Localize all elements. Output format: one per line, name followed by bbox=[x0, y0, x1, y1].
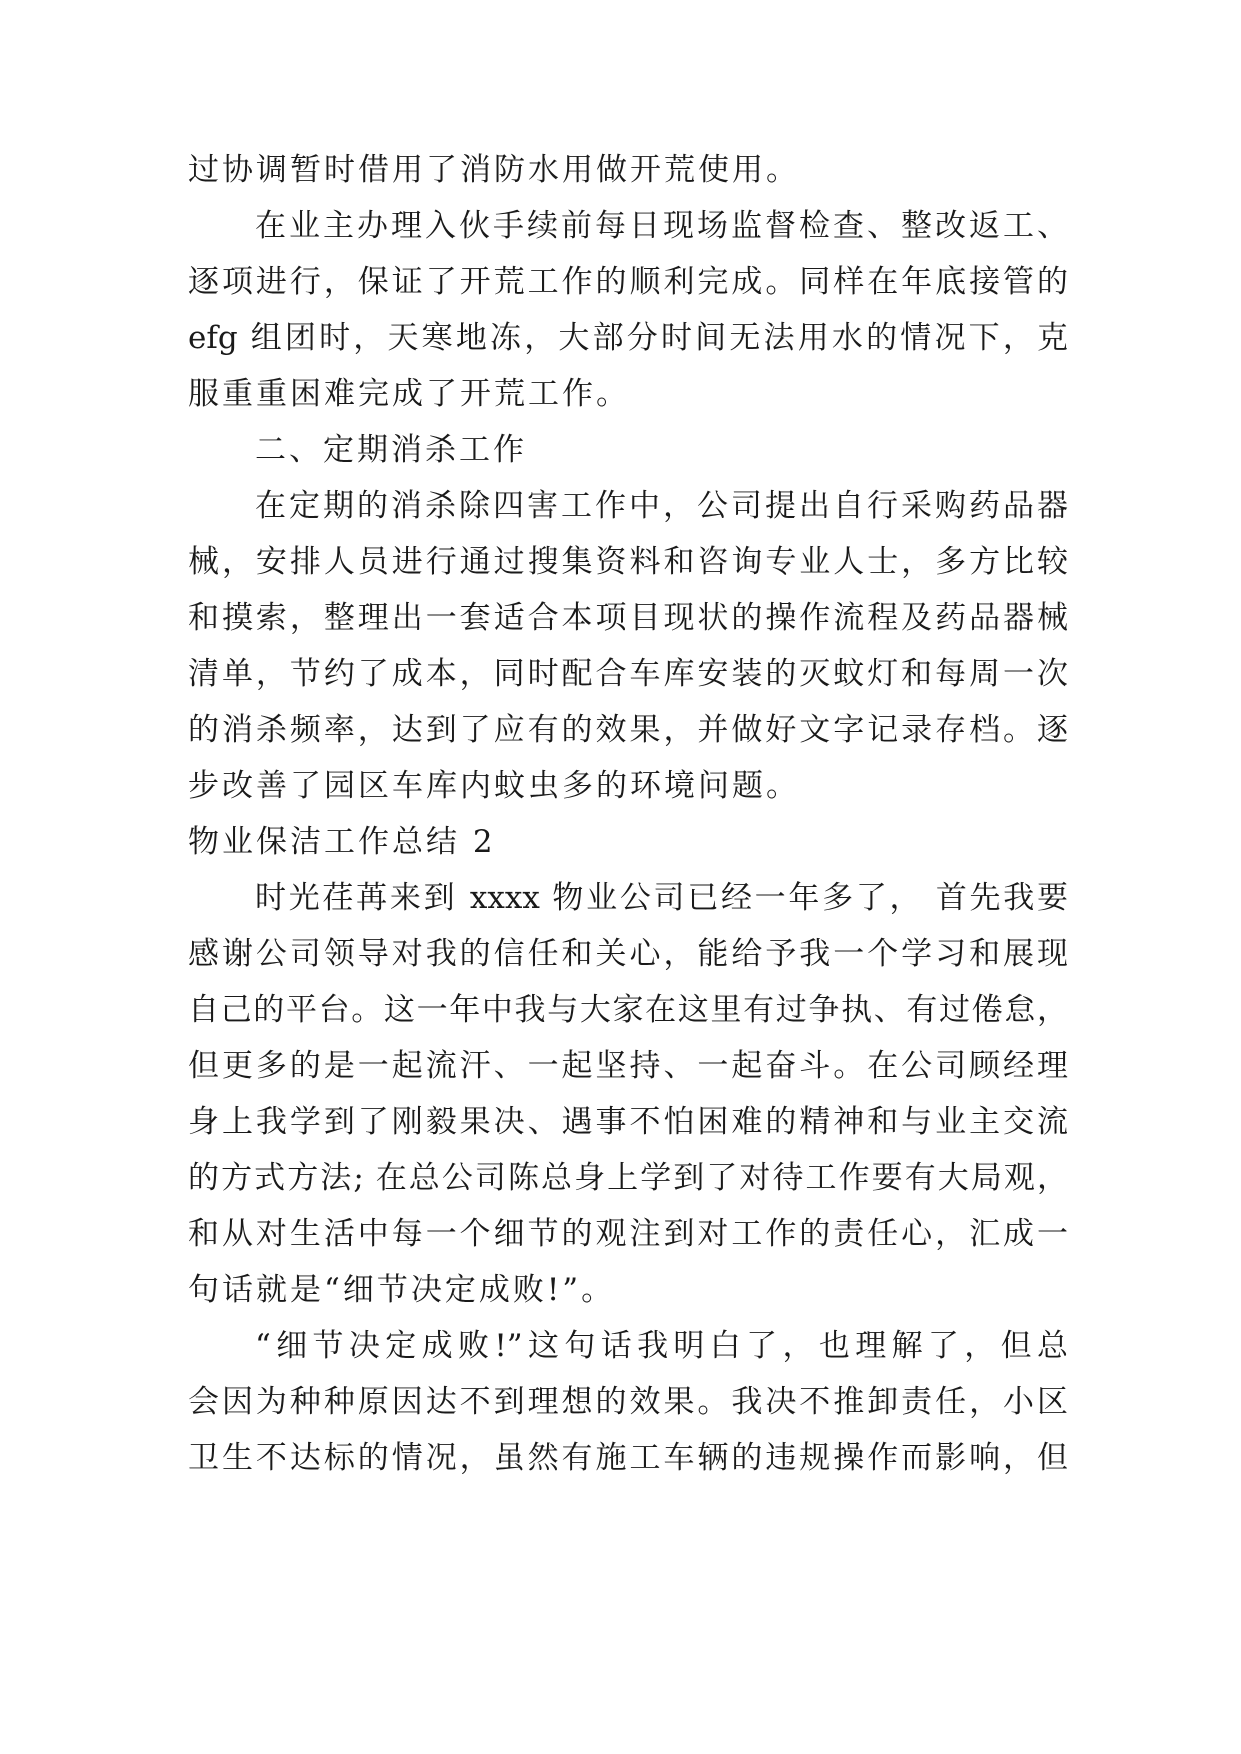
paragraph-line: 但更多的是一起流汗、一起坚持、一起奋斗。在公司顾经理 bbox=[188, 1048, 1068, 1084]
paragraph-line: 在业主办理入伙手续前每日现场监督检查、整改返工、 bbox=[255, 208, 1068, 244]
paragraph-line: “细节决定成败!”这句话我明白了，也理解了，但总 bbox=[255, 1328, 1068, 1364]
paragraph-line: 句话就是“细节决定成败!”。 bbox=[188, 1272, 616, 1308]
section-heading: 二、定期消杀工作 bbox=[255, 432, 527, 468]
paragraph-line: 械，安排人员进行通过搜集资料和咨询专业人士，多方比较 bbox=[188, 544, 1068, 580]
paragraph-line: 过协调暂时借用了消防水用做开荒使用。 bbox=[188, 152, 800, 188]
paragraph-line: 时光荏苒来到 xxxx 物业公司已经一年多了， 首先我要 bbox=[255, 880, 1068, 916]
paragraph-line: 的方式方法; 在总公司陈总身上学到了对待工作要有大局观， bbox=[188, 1160, 1068, 1196]
document-title: 物业保洁工作总结 2 bbox=[188, 824, 496, 860]
paragraph-line: 卫生不达标的情况，虽然有施工车辆的违规操作而影响，但 bbox=[188, 1440, 1068, 1476]
paragraph-line: 逐项进行，保证了开荒工作的顺利完成。同样在年底接管的 bbox=[188, 264, 1068, 300]
paragraph-line: 身上我学到了刚毅果决、遇事不怕困难的精神和与业主交流 bbox=[188, 1104, 1068, 1140]
paragraph-line: 清单，节约了成本，同时配合车库安装的灭蚊灯和每周一次 bbox=[188, 656, 1068, 692]
paragraph-line: 服重重困难完成了开荒工作。 bbox=[188, 376, 630, 412]
paragraph-line: 自己的平台。这一年中我与大家在这里有过争执、有过倦怠， bbox=[188, 992, 1068, 1028]
paragraph-line: 的消杀频率，达到了应有的效果，并做好文字记录存档。逐 bbox=[188, 712, 1068, 748]
paragraph-line: efg 组团时，天寒地冻，大部分时间无法用水的情况下，克 bbox=[188, 320, 1068, 356]
paragraph-line: 在定期的消杀除四害工作中，公司提出自行采购药品器 bbox=[255, 488, 1068, 524]
paragraph-line: 和从对生活中每一个细节的观注到对工作的责任心，汇成一 bbox=[188, 1216, 1068, 1252]
paragraph-line: 和摸索，整理出一套适合本项目现状的操作流程及药品器械 bbox=[188, 600, 1068, 636]
paragraph-line: 步改善了园区车库内蚊虫多的环境问题。 bbox=[188, 768, 800, 804]
paragraph-line: 会因为种种原因达不到理想的效果。我决不推卸责任，小区 bbox=[188, 1384, 1068, 1420]
paragraph-line: 感谢公司领导对我的信任和关心，能给予我一个学习和展现 bbox=[188, 936, 1068, 972]
